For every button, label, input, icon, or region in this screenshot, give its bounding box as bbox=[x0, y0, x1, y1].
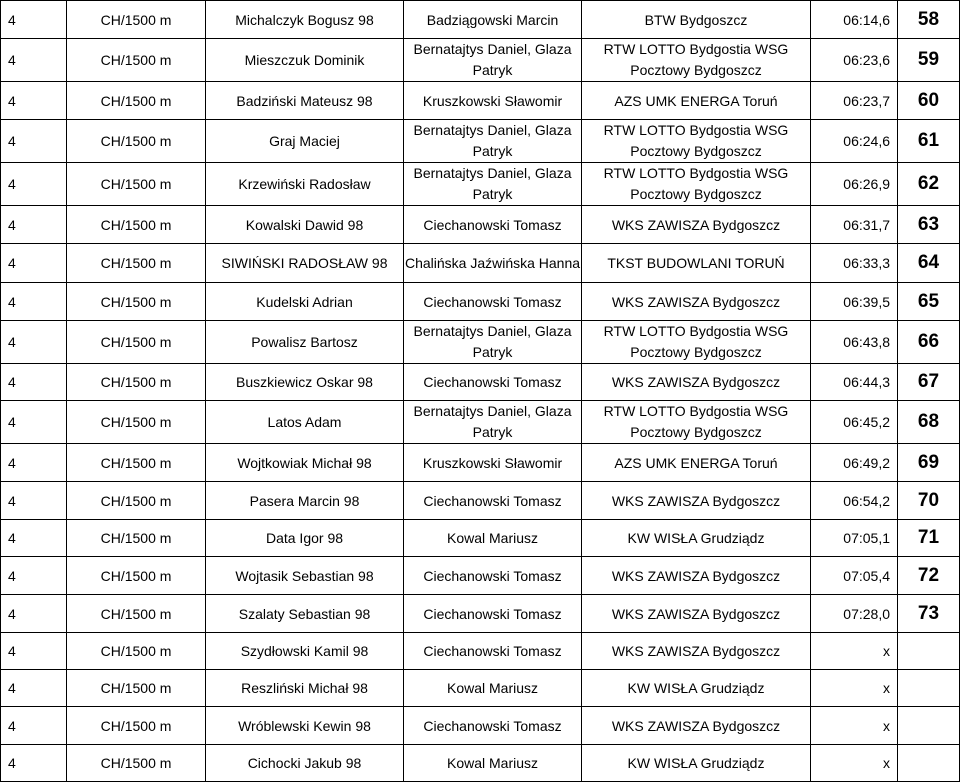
time-cell: 06:31,7 bbox=[811, 206, 898, 244]
time-cell: 06:39,5 bbox=[811, 283, 898, 321]
coach-cell: Bernatajtys Daniel, Glaza Patryk bbox=[404, 401, 582, 444]
club-cell: WKS ZAWISZA Bydgoszcz bbox=[582, 707, 811, 745]
club-cell: AZS UMK ENERGA Toruń bbox=[582, 444, 811, 482]
athlete-name-cell: Szydłowski Kamil 98 bbox=[206, 633, 404, 670]
table-row bbox=[1, 401, 960, 444]
time-cell: 07:05,1 bbox=[811, 520, 898, 557]
event-cell: CH/1500 m bbox=[67, 557, 206, 595]
athlete-name-cell: Krzewiński Radosław bbox=[206, 163, 404, 206]
table-row bbox=[1, 244, 960, 283]
table-row bbox=[1, 670, 960, 707]
club-cell: KW WISŁA Grudziądz bbox=[582, 745, 811, 782]
time-cell: 06:44,3 bbox=[811, 364, 898, 401]
event-cell: CH/1500 m bbox=[67, 120, 206, 163]
place-cell: 64 bbox=[898, 244, 960, 283]
time-cell: 06:26,9 bbox=[811, 163, 898, 206]
event-cell: CH/1500 m bbox=[67, 82, 206, 120]
category-cell: 4 bbox=[1, 39, 67, 82]
category-cell: 4 bbox=[1, 120, 67, 163]
table-row bbox=[1, 283, 960, 321]
coach-cell: Chalińska Jaźwińska Hanna bbox=[404, 244, 582, 283]
event-cell: CH/1500 m bbox=[67, 1, 206, 39]
place-cell: 60 bbox=[898, 82, 960, 120]
coach-cell: Bernatajtys Daniel, Glaza Patryk bbox=[404, 39, 582, 82]
time-cell: 07:28,0 bbox=[811, 595, 898, 633]
club-cell: WKS ZAWISZA Bydgoszcz bbox=[582, 557, 811, 595]
table-row bbox=[1, 364, 960, 401]
time-cell: 06:23,7 bbox=[811, 82, 898, 120]
time-cell: 06:24,6 bbox=[811, 120, 898, 163]
category-cell: 4 bbox=[1, 401, 67, 444]
athlete-name-cell: Data Igor 98 bbox=[206, 520, 404, 557]
place-cell: 71 bbox=[898, 520, 960, 557]
athlete-name-cell: Wojtkowiak Michał 98 bbox=[206, 444, 404, 482]
coach-cell: Kowal Mariusz bbox=[404, 745, 582, 782]
athlete-name-cell: Kudelski Adrian bbox=[206, 283, 404, 321]
athlete-name-cell: Graj Maciej bbox=[206, 120, 404, 163]
place-cell: 67 bbox=[898, 364, 960, 401]
coach-cell: Bernatajtys Daniel, Glaza Patryk bbox=[404, 163, 582, 206]
time-cell: 07:05,4 bbox=[811, 557, 898, 595]
category-cell: 4 bbox=[1, 633, 67, 670]
category-cell: 4 bbox=[1, 520, 67, 557]
athlete-name-cell: Kowalski Dawid 98 bbox=[206, 206, 404, 244]
time-cell: x bbox=[811, 633, 898, 670]
time-cell: 06:49,2 bbox=[811, 444, 898, 482]
athlete-name-cell: Cichocki Jakub 98 bbox=[206, 745, 404, 782]
athlete-name-cell: Reszliński Michał 98 bbox=[206, 670, 404, 707]
table-row bbox=[1, 482, 960, 520]
place-cell: 61 bbox=[898, 120, 960, 163]
club-cell: WKS ZAWISZA Bydgoszcz bbox=[582, 595, 811, 633]
category-cell: 4 bbox=[1, 321, 67, 364]
table-row bbox=[1, 444, 960, 482]
event-cell: CH/1500 m bbox=[67, 444, 206, 482]
category-cell: 4 bbox=[1, 444, 67, 482]
event-cell: CH/1500 m bbox=[67, 244, 206, 283]
athlete-name-cell: Buszkiewicz Oskar 98 bbox=[206, 364, 404, 401]
event-cell: CH/1500 m bbox=[67, 745, 206, 782]
coach-cell: Ciechanowski Tomasz bbox=[404, 557, 582, 595]
table-row bbox=[1, 520, 960, 557]
coach-cell: Ciechanowski Tomasz bbox=[404, 633, 582, 670]
place-cell bbox=[898, 633, 960, 670]
time-cell: x bbox=[811, 745, 898, 782]
club-cell: RTW LOTTO Bydgostia WSG Pocztowy Bydgoszcz bbox=[582, 39, 811, 82]
category-cell: 4 bbox=[1, 244, 67, 283]
coach-cell: Bernatajtys Daniel, Glaza Patryk bbox=[404, 321, 582, 364]
category-cell: 4 bbox=[1, 482, 67, 520]
category-cell: 4 bbox=[1, 82, 67, 120]
place-cell: 63 bbox=[898, 206, 960, 244]
club-cell: BTW Bydgoszcz bbox=[582, 1, 811, 39]
event-cell: CH/1500 m bbox=[67, 39, 206, 82]
time-cell: 06:14,6 bbox=[811, 1, 898, 39]
club-cell: AZS UMK ENERGA Toruń bbox=[582, 82, 811, 120]
athlete-name-cell: Latos Adam bbox=[206, 401, 404, 444]
table-row bbox=[1, 707, 960, 745]
table-row bbox=[1, 82, 960, 120]
place-cell: 72 bbox=[898, 557, 960, 595]
table-row bbox=[1, 745, 960, 782]
event-cell: CH/1500 m bbox=[67, 401, 206, 444]
place-cell bbox=[898, 670, 960, 707]
club-cell: WKS ZAWISZA Bydgoszcz bbox=[582, 482, 811, 520]
time-cell: 06:54,2 bbox=[811, 482, 898, 520]
category-cell: 4 bbox=[1, 745, 67, 782]
category-cell: 4 bbox=[1, 557, 67, 595]
category-cell: 4 bbox=[1, 206, 67, 244]
club-cell: WKS ZAWISZA Bydgoszcz bbox=[582, 633, 811, 670]
table-row bbox=[1, 206, 960, 244]
category-cell: 4 bbox=[1, 364, 67, 401]
place-cell: 58 bbox=[898, 1, 960, 39]
place-cell: 66 bbox=[898, 321, 960, 364]
coach-cell: Ciechanowski Tomasz bbox=[404, 206, 582, 244]
club-cell: RTW LOTTO Bydgostia WSG Pocztowy Bydgoszcz bbox=[582, 401, 811, 444]
club-cell: RTW LOTTO Bydgostia WSG Pocztowy Bydgoszcz bbox=[582, 120, 811, 163]
athlete-name-cell: Powalisz Bartosz bbox=[206, 321, 404, 364]
time-cell: x bbox=[811, 670, 898, 707]
event-cell: CH/1500 m bbox=[67, 633, 206, 670]
time-cell: 06:33,3 bbox=[811, 244, 898, 283]
athlete-name-cell: Wróblewski Kewin 98 bbox=[206, 707, 404, 745]
athlete-name-cell: SIWIŃSKI RADOSŁAW 98 bbox=[206, 244, 404, 283]
club-cell: RTW LOTTO Bydgostia WSG Pocztowy Bydgoszcz bbox=[582, 321, 811, 364]
place-cell: 69 bbox=[898, 444, 960, 482]
table-row bbox=[1, 633, 960, 670]
table-row bbox=[1, 120, 960, 163]
place-cell: 68 bbox=[898, 401, 960, 444]
time-cell: 06:45,2 bbox=[811, 401, 898, 444]
time-cell: x bbox=[811, 707, 898, 745]
time-cell: 06:43,8 bbox=[811, 321, 898, 364]
coach-cell: Kruszkowski Sławomir bbox=[404, 444, 582, 482]
athlete-name-cell: Wojtasik Sebastian 98 bbox=[206, 557, 404, 595]
event-cell: CH/1500 m bbox=[67, 163, 206, 206]
coach-cell: Bernatajtys Daniel, Glaza Patryk bbox=[404, 120, 582, 163]
athlete-name-cell: Pasera Marcin 98 bbox=[206, 482, 404, 520]
category-cell: 4 bbox=[1, 595, 67, 633]
results-body bbox=[1, 1, 960, 782]
table-row bbox=[1, 595, 960, 633]
athlete-name-cell: Michalczyk Bogusz 98 bbox=[206, 1, 404, 39]
athlete-name-cell: Badziński Mateusz 98 bbox=[206, 82, 404, 120]
athlete-name-cell: Mieszczuk Dominik bbox=[206, 39, 404, 82]
table-row bbox=[1, 321, 960, 364]
coach-cell: Kowal Mariusz bbox=[404, 670, 582, 707]
table-row bbox=[1, 39, 960, 82]
coach-cell: Badziągowski Marcin bbox=[404, 1, 582, 39]
place-cell: 65 bbox=[898, 283, 960, 321]
event-cell: CH/1500 m bbox=[67, 670, 206, 707]
event-cell: CH/1500 m bbox=[67, 364, 206, 401]
coach-cell: Ciechanowski Tomasz bbox=[404, 707, 582, 745]
event-cell: CH/1500 m bbox=[67, 283, 206, 321]
coach-cell: Ciechanowski Tomasz bbox=[404, 482, 582, 520]
category-cell: 4 bbox=[1, 670, 67, 707]
club-cell: WKS ZAWISZA Bydgoszcz bbox=[582, 283, 811, 321]
place-cell: 70 bbox=[898, 482, 960, 520]
table-row bbox=[1, 557, 960, 595]
club-cell: KW WISŁA Grudziądz bbox=[582, 520, 811, 557]
place-cell: 73 bbox=[898, 595, 960, 633]
club-cell: WKS ZAWISZA Bydgoszcz bbox=[582, 364, 811, 401]
athlete-name-cell: Szalaty Sebastian 98 bbox=[206, 595, 404, 633]
category-cell: 4 bbox=[1, 283, 67, 321]
event-cell: CH/1500 m bbox=[67, 595, 206, 633]
event-cell: CH/1500 m bbox=[67, 707, 206, 745]
table-row bbox=[1, 1, 960, 39]
coach-cell: Ciechanowski Tomasz bbox=[404, 595, 582, 633]
table-row bbox=[1, 163, 960, 206]
category-cell: 4 bbox=[1, 707, 67, 745]
coach-cell: Ciechanowski Tomasz bbox=[404, 364, 582, 401]
place-cell: 62 bbox=[898, 163, 960, 206]
place-cell bbox=[898, 707, 960, 745]
club-cell: KW WISŁA Grudziądz bbox=[582, 670, 811, 707]
event-cell: CH/1500 m bbox=[67, 321, 206, 364]
club-cell: WKS ZAWISZA Bydgoszcz bbox=[582, 206, 811, 244]
club-cell: TKST BUDOWLANI TORUŃ bbox=[582, 244, 811, 283]
event-cell: CH/1500 m bbox=[67, 206, 206, 244]
place-cell: 59 bbox=[898, 39, 960, 82]
place-cell bbox=[898, 745, 960, 782]
event-cell: CH/1500 m bbox=[67, 482, 206, 520]
club-cell: RTW LOTTO Bydgostia WSG Pocztowy Bydgoszcz bbox=[582, 163, 811, 206]
category-cell: 4 bbox=[1, 163, 67, 206]
event-cell: CH/1500 m bbox=[67, 520, 206, 557]
category-cell: 4 bbox=[1, 1, 67, 39]
time-cell: 06:23,6 bbox=[811, 39, 898, 82]
coach-cell: Kowal Mariusz bbox=[404, 520, 582, 557]
coach-cell: Ciechanowski Tomasz bbox=[404, 283, 582, 321]
coach-cell: Kruszkowski Sławomir bbox=[404, 82, 582, 120]
